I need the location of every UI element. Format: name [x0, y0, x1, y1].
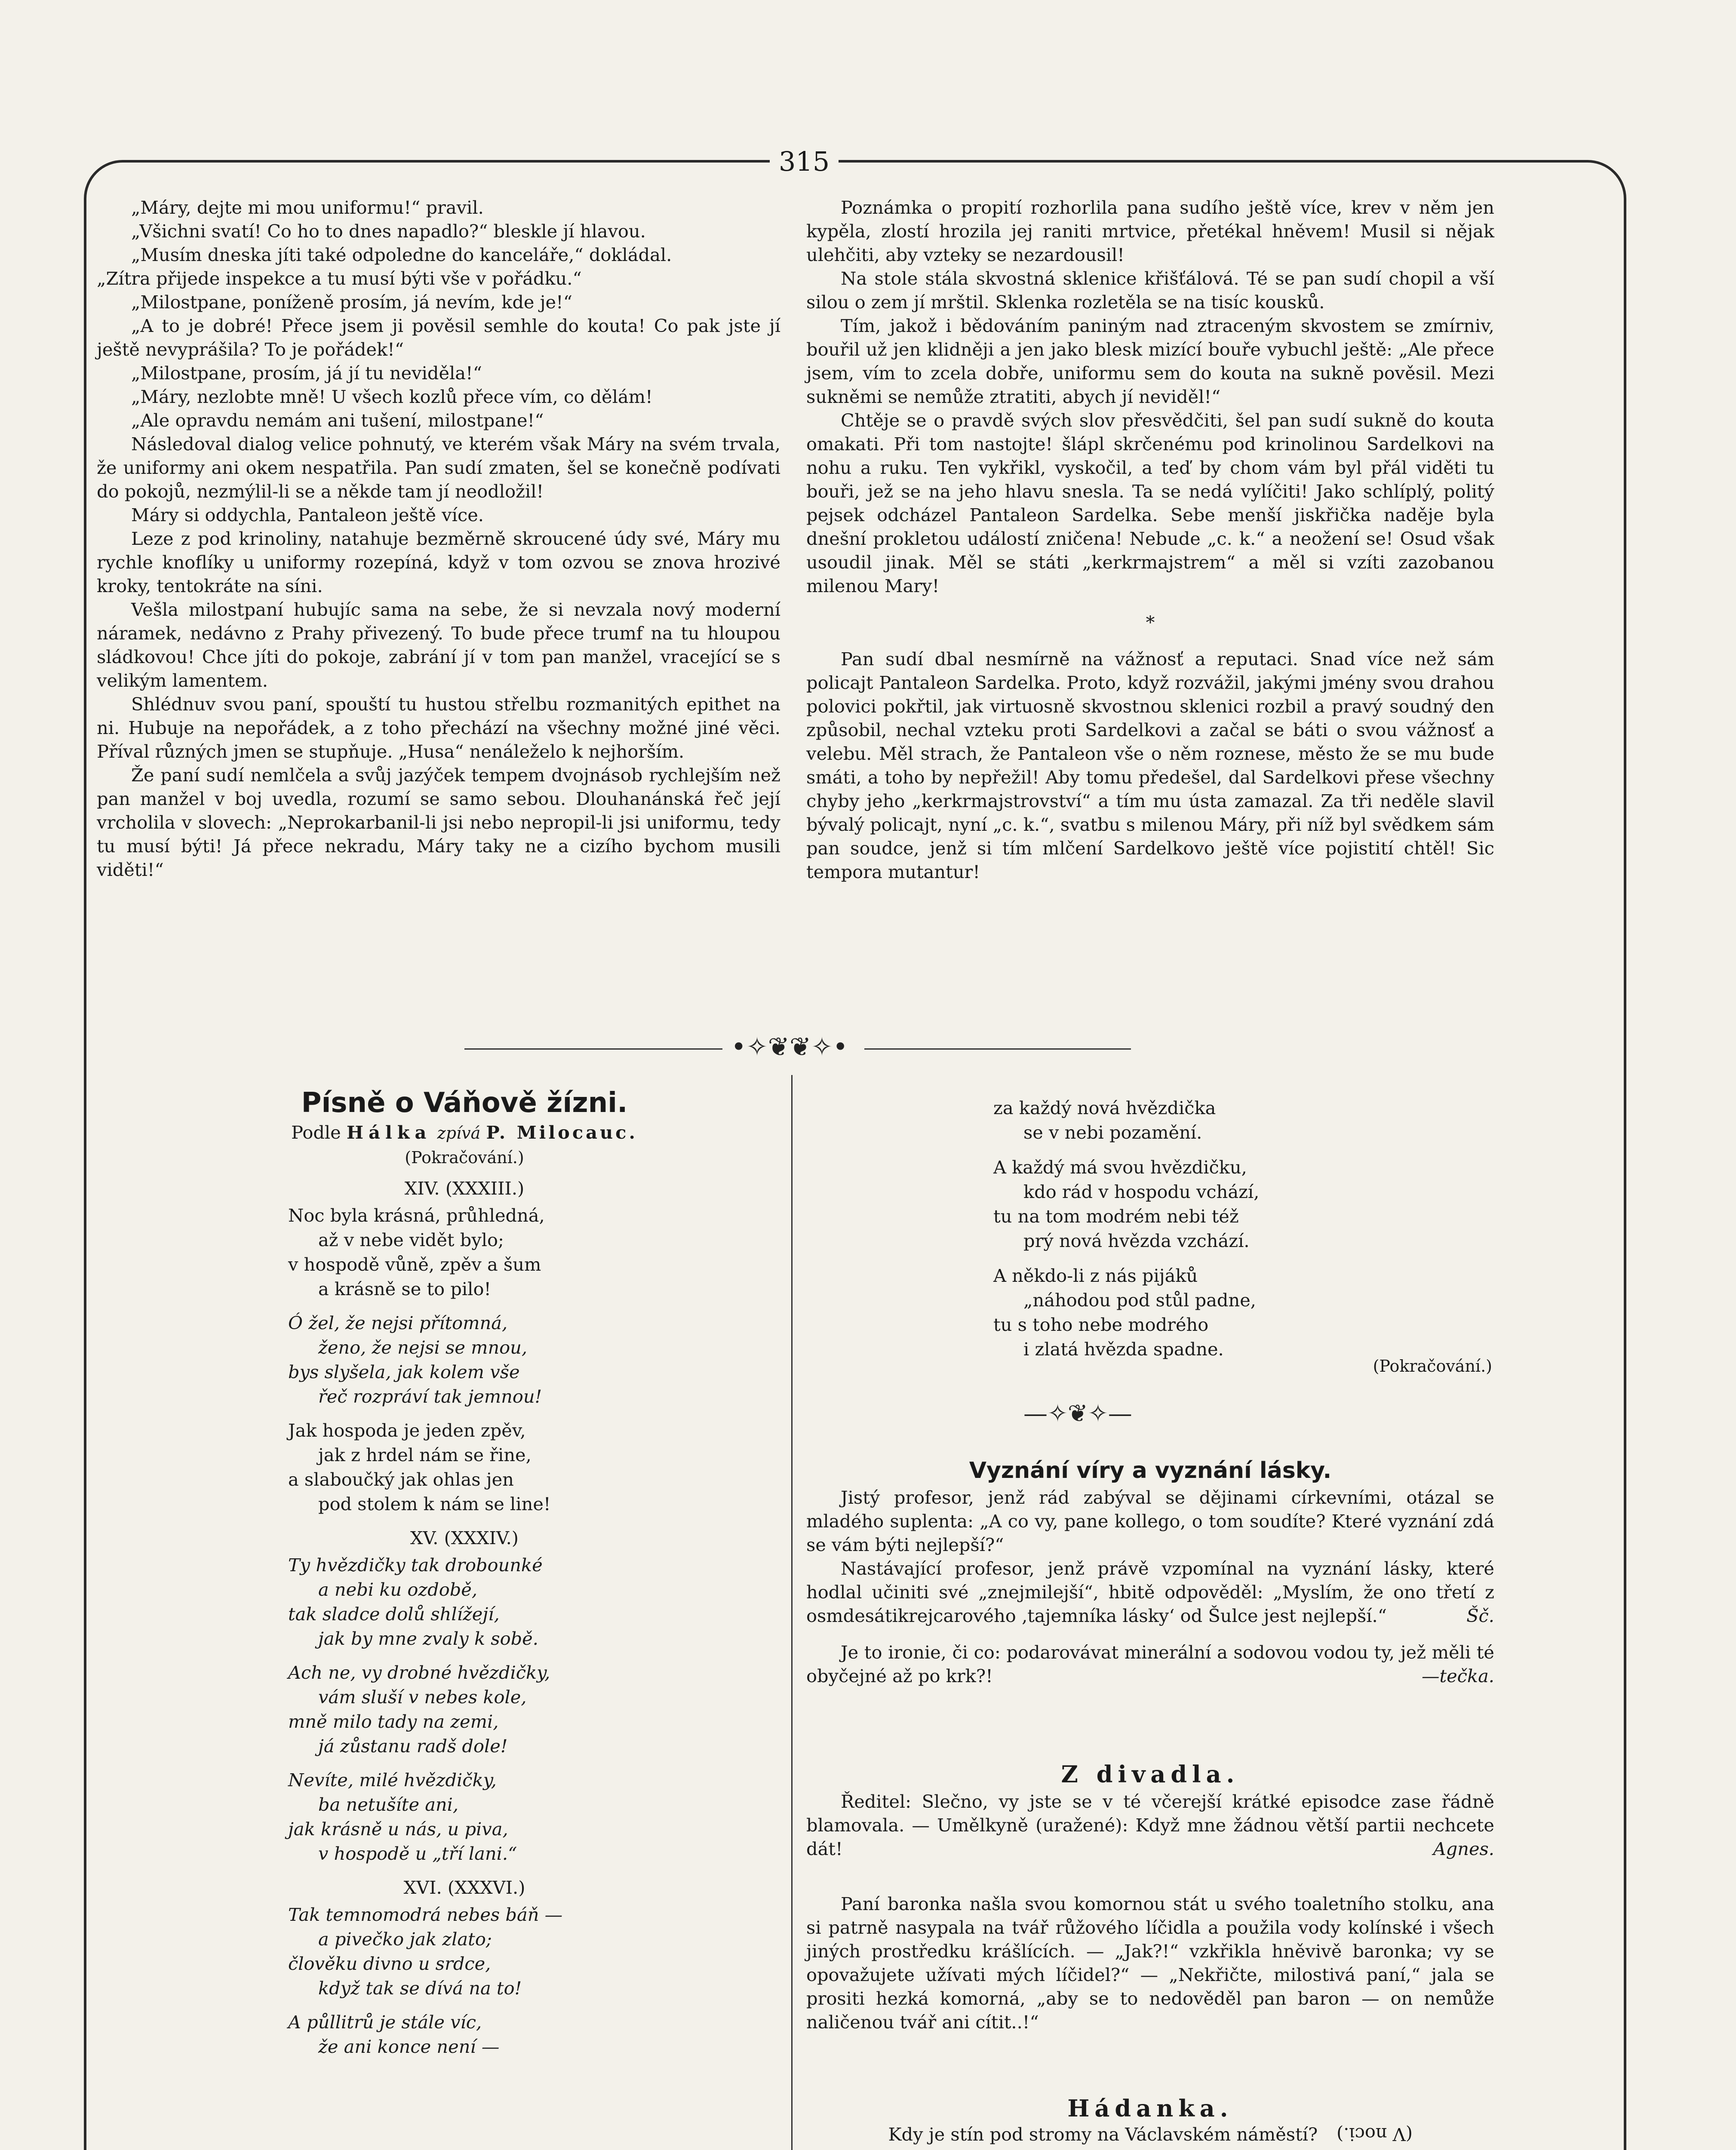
poem-line: řeč rozpráví tak jemnou! [318, 1386, 542, 1407]
poem-line: a slaboučký jak ohlas jen [288, 1469, 514, 1490]
divadlo-section [806, 1759, 1494, 1861]
paragraph: Následoval dialog velice pohnutý, ve kterém však Máry na svém trvala, že uniformy ani okem nespatřila. Pan sudí zmaten, šel se konečně podívati do pokojů, nezmýlil-li se a někde tam jí neodložil! [97, 433, 780, 502]
paragraph: Chtěje se o pravdě svých slov přesvědčiti, šel pan sudí sukně do kouta omakati. Při tom nastojte! šlápl skrčenému pod krinolinou Sardelkovi na nohu a ruku. Ten vykřikl, vyskočil, a teď by chom vám byl přál viděti tu bouři, jež se na jeho hlavu snesla. Ta se nedá vylíčiti! Jako schlíplý, politý pejsek odcházel Pantaleon Sardelka. Sebe menší jiskřička naděje byla dnešní prokletou událostí zničena! Nebude „c. k.“ a neožení se! Osud však usoudil jinak. Měl se státi „kerkrmajstrem“ a měl si vzíti zazobanou milenou Mary! [806, 410, 1494, 596]
poem-line: i zlatá hvězda spadne. [1023, 1339, 1224, 1360]
page-number: 315 [770, 148, 839, 175]
poem-stanza [288, 1418, 679, 1516]
poem-line: a pivečko jak zlato; [318, 1929, 492, 1950]
paragraph: „Máry, dejte mi mou uniformu!“ pravil. [131, 197, 484, 218]
paragraph-text: Nastávající profesor, jenž právě vzpomínal na vyznání lásky, které hodlal učiniti své „znejmilejší“, hbitě odpověděl: „Myslím, že ono třetí z osmdesátikrejcarového ‚tajemníka lásky‘ od Šulce jest nejlepší.“ [806, 1558, 1494, 1626]
paragraph: Vešla milostpaní hubujíc sama na sebe, že si nevzala nový moderní náramek, nedávno z Prahy přivezený. To bude přece trumf na tu hloupou sládkovou! Chce jíti do pokoje, zabrání jí v tom pan manžel, vracející se s velikým lamentem. [97, 599, 780, 691]
poem-line: člověku divno u srdce, [288, 1953, 491, 1974]
poem-section-heading: XV. (XXXIV.) [410, 1527, 519, 1548]
poem-singer: P. Milocauc. [486, 1122, 638, 1143]
paragraph: Shlédnuv svou paní, spouští tu hustou střelbu rozmanitých epithet na ni. Hubuje na nepořádek, a z toho přechází na všechny možné jiné věci. Příval různých jmen se stupňuje. „Husa“ nenáleželo k nejhorším. [97, 694, 780, 762]
column-rule [791, 1075, 793, 2150]
byline-text: Podle [291, 1122, 341, 1143]
poem-continuation [993, 1096, 1509, 1372]
paragraph: Tím, jakož i bědováním paniným nad ztraceným skvostem se zmírniv, bouřil už jen klidněji a jen jako blesk mizící bouře vybuchl ještě: „Ale přece jsem, vím to zcela dobře, uniformu sem do kouta na sukně pověsil. Mezi sukněmi se nemůže ztratiti, abych jí neviděl!“ [806, 315, 1494, 407]
poem-line: tu na tom modrém nebi též [993, 1206, 1239, 1227]
poem-author: Hálka [346, 1122, 432, 1143]
poem-stanza [993, 1155, 1509, 1253]
baronka-section [806, 1892, 1494, 2034]
poem-line: Jak hospoda je jeden zpěv, [288, 1420, 526, 1441]
poem-section-heading: XIV. (XXXIII.) [404, 1178, 525, 1199]
paragraph: Paní baronka našla svou komornou stát u svého toaletního stolku, ana si patrně nasypala na tvář růžového líčidla a použila vody kolínské i všech jiných prostředku krášlících. — „Jak?!“ vzkřikla hněvivě baronka; vy se opovažujete užívati mých líčidel?“ — „Nekřičte, milostivá paní,“ jala se prositi hezká komorná, „aby se to nedověděl pan baron — on nemůže naličenou tvář ani cítit..!“ [806, 1893, 1494, 2033]
poem-section-heading: XVI. (XXXVI.) [403, 1877, 525, 1898]
vyznani-section [806, 1456, 1494, 1688]
poem-stanza [288, 1311, 679, 1409]
hadanka-section [806, 2094, 1494, 2146]
poem-line: Nevíte, milé hvězdičky, [288, 1769, 497, 1791]
poem-line: že ani konce není — [318, 2036, 500, 2057]
poem-title: Písně o Váňově žízni. [301, 1087, 628, 1119]
poem-stanza [993, 1263, 1509, 1361]
paragraph: „Ale opravdu nemám ani tušení, milostpane!“ [131, 410, 544, 431]
poem-line: A někdo-li z nás pijáků [993, 1265, 1198, 1286]
paragraph-text: Ředitel: Slečno, vy jste se v té včerejší krátké episodce zase řádně blamovala. — Umělkyně (uražené): Když mne žádnou větší partii nechcete dát! [806, 1791, 1494, 1859]
poem-stanza [288, 1768, 679, 1866]
section-star: * [1146, 612, 1155, 633]
paragraph: „Zítra přijede inspekce a tu musí býti vše v pořádku.“ [97, 268, 582, 289]
paragraph [806, 1790, 1494, 1861]
poem-line: a nebi ku ozdobě, [318, 1579, 478, 1600]
story-column-left [97, 196, 780, 882]
paragraph: Jistý profesor, jenž rád zabýval se dějinami církevními, otázal se mladého suplenta: „A co vy, pane kollego, o tom soudíte? Které vyznání zdá se vám býti nejlepší?“ [806, 1487, 1494, 1555]
poem-line: „náhodou pod stůl padne, [1023, 1290, 1256, 1311]
signature: Agnes. [1433, 1838, 1494, 1859]
poem-line: až v nebe vidět bylo; [318, 1229, 504, 1250]
poem-line: A půllitrů je stále víc, [288, 2012, 482, 2033]
poem-line: Ó žel, že nejsi přítomná, [288, 1312, 508, 1333]
poem-line: Tak temnomodrá nebes báň — [288, 1904, 563, 1925]
paragraph: „Musím dneska jíti také odpoledne do kanceláře,“ dokládal. [131, 244, 672, 265]
poem-line: se v nebi pozamění. [1023, 1122, 1202, 1143]
paragraph: „Všichni svatí! Co ho to dnes napadlo?“ bleskle jí hlavou. [131, 221, 646, 242]
poem-line: za každý nová hvězdička [993, 1097, 1216, 1118]
poem-line: Ach ne, vy drobné hvězdičky, [288, 1662, 550, 1683]
paragraph-text: Je to ironie, či co: podarovávat minerální a sodovou vodou ty, jež měli té obyčejné až po krk?! [806, 1642, 1494, 1686]
signature: —tečka. [1421, 1665, 1494, 1686]
signature: Šč. [1466, 1605, 1494, 1626]
poem-line: bys slyšela, jak kolem vše [288, 1361, 520, 1382]
vyznani-title: Vyznání víry a vyznání lásky. [969, 1458, 1332, 1484]
poem-stanza [288, 2010, 679, 2059]
continued-end-note: (Pokračování.) [1373, 1357, 1492, 1376]
paragraph: Na stole stála skvostná sklenice křišťálová. Té se pan sudí chopil a vší silou o zem jí mrštil. Sklenka rozletěla se na tisíc kousků. [806, 268, 1494, 313]
poem-line: ba netušíte ani, [318, 1794, 459, 1815]
poem-line: mně milo tady na zemi, [288, 1711, 499, 1732]
divadlo-title: Z divadla. [1061, 1760, 1240, 1788]
poem-line: jak by mne zvaly k sobě. [318, 1628, 538, 1649]
paragraph: Že paní sudí nemlčela a svůj jazýček tempem dvojnásob rychlejším než pan manžel v boj uvedla, rozumí se samo sebou. Dlouhanánská řeč její vrcholila v slovech: „Neprokarbanil-li jsi nebo nepropil-li jsi uniformu, tedy tu musí býti! Já přece nekradu, Máry taky ne a cizího bychom musili viděti!“ [97, 765, 780, 880]
poem-line: A každý má svou hvězdičku, [993, 1157, 1247, 1178]
poem-stanza [288, 1902, 679, 2000]
ornament-small-icon: —✧❦✧— [1023, 1400, 1132, 1428]
poem-line: když tak se dívá na to! [318, 1978, 522, 1999]
poem-line: Noc byla krásná, průhledná, [288, 1205, 545, 1226]
paragraph [806, 1640, 1494, 1688]
paragraph: Pan sudí dbal nesmírně na vážnosť a reputaci. Snad více než sám policajt Pantaleon Sardelka. Proto, když rozvážil, jakými jmény svou drahou polovici pokřtil, jak virtuosně skvostnou sklenici rozbil a pravý soudný den způsobil, nechal vzteku proti Sardelkovi a začal se báti o svou vážnosť a velebu. Měl strach, že Pantaleon vše o něm roznese, město že se mu bude smáti, a toho by nepřežil! Aby tomu předešel, dal Sardelkovi přese všechny chyby jeho „kerkrmajstrovství“ a tím mu ústa zamazal. Za tři neděle slavil bývalý policajt, nyní „c. k.“, svatbu s milenou Máry, při níž byl svědkem sám pan soudce, jenž si tím mlčení Sardelkovo ještě více pojistití chtěl! Sic tempora mutantur! [806, 648, 1494, 882]
poem-line: tak sladce dolů shlížejí, [288, 1603, 500, 1625]
paragraph: „Milostpane, poníženě prosím, já nevím, kde je!“ [131, 292, 572, 313]
hadanka-question: Kdy je stín pod stromy na Václavském náměstí? [888, 2124, 1318, 2145]
poem-line: tu s toho nebe modrého [993, 1314, 1209, 1335]
poem-line: ženo, že nejsi se mnou, [318, 1337, 528, 1358]
paragraph: Máry si oddychla, Pantaleon ještě více. [131, 504, 484, 525]
paragraph [806, 1557, 1494, 1628]
poem-column [249, 1086, 679, 2068]
poem-line: pod stolem k nám se line! [318, 1493, 551, 1514]
byline-text: zpívá [437, 1124, 481, 1143]
poem-line: a krásně se to pilo! [318, 1278, 492, 1299]
poem-byline [249, 1120, 679, 1146]
poem-line: prý nová hvězda vzchází. [1023, 1230, 1250, 1251]
divider-right [864, 1048, 1131, 1050]
poem-line: Ty hvězdičky tak drobounké [288, 1554, 543, 1576]
divider-left [464, 1048, 722, 1050]
continued-note: (Pokračování.) [405, 1148, 524, 1167]
paragraph: „Máry, nezlobte mně! U všech kozlů přece vím, co dělám! [131, 386, 653, 407]
paragraph: Leze z pod krinoliny, natahuje bezměrně skroucené údy své, Máry mu rychle knoflíky u uniformy rozepíná, když v tom ozvou se znova hrozivé kroky, tentokráte na síni. [97, 528, 780, 596]
hadanka-answer: (V noci.) [1336, 2124, 1413, 2145]
paragraph: „Milostpane, prosím, já jí tu neviděla!“ [131, 362, 482, 384]
paragraph: Poznámka o propití rozhorlila pana sudího ještě více, krev v něm jen kypěla, zlostí hrozila jej raniti mrtvice, přetékal hněvem! Musil si nějak ulehčiti, aby vzteky se nezardousil! [806, 197, 1494, 265]
poem-line: v hospodě u „tří lani.“ [318, 1843, 517, 1864]
ornament-icon: •✧❦❦✧• [731, 1032, 848, 1062]
poem-sections [249, 1176, 679, 2059]
poem-line: jak z hrdel nám se řine, [318, 1444, 532, 1465]
poem-stanza [288, 1660, 679, 1758]
poem-line: kdo rád v hospodu vchází, [1023, 1181, 1260, 1202]
poem-line: jak krásně u nás, u piva, [288, 1818, 508, 1840]
poem-line: v hospodě vůně, zpěv a šum [288, 1254, 541, 1275]
poem-stanza [288, 1203, 679, 1301]
poem-stanza [993, 1096, 1509, 1145]
poem-stanza [288, 1553, 679, 1651]
story-column-right [806, 196, 1494, 884]
paragraph: „A to je dobré! Přece jsem ji pověsil semhle do kouta! Co pak jste jí ještě nevyprášila? To je pořádek!“ [97, 315, 780, 360]
hadanka-title: Hádanka. [1067, 2095, 1233, 2122]
hadanka-line [806, 2122, 1494, 2146]
poem-line: já zůstanu radš dole! [318, 1735, 508, 1757]
poem-line: vám sluší v nebes kole, [318, 1686, 527, 1708]
